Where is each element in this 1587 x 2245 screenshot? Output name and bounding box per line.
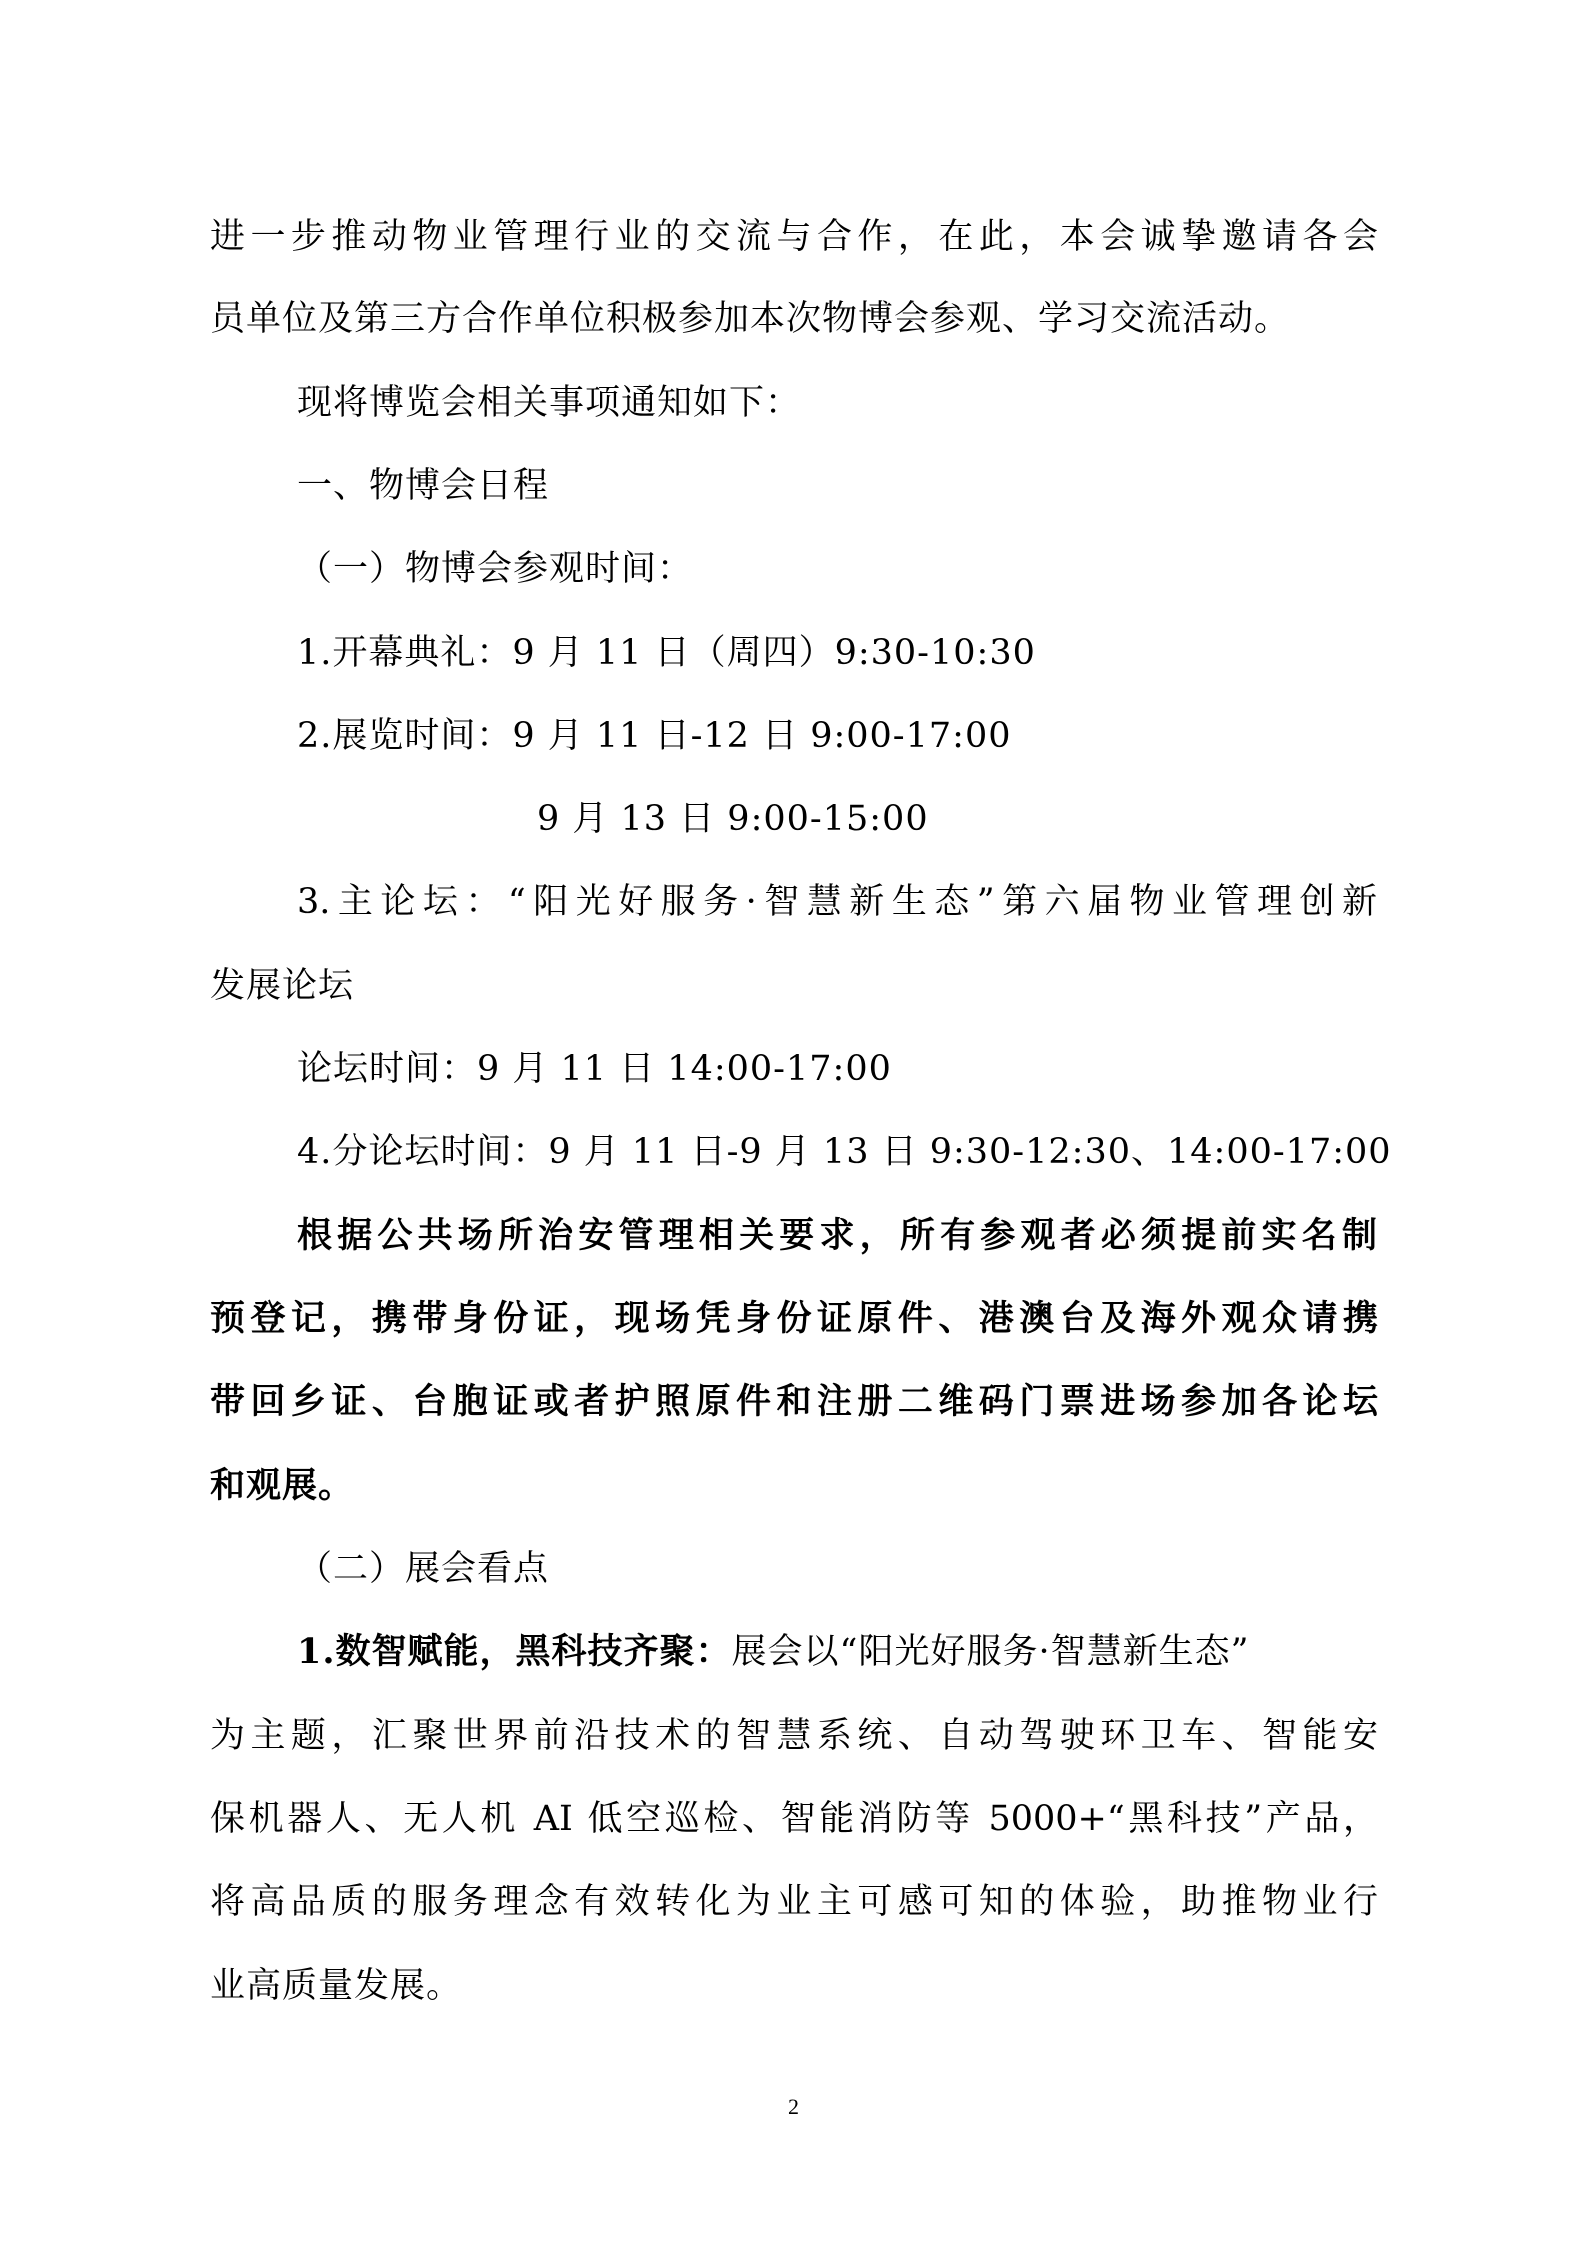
paragraph-line-bold: 预登记，携带身份证，现场凭身份证原件、港澳台及海外观众请携 bbox=[210, 1298, 1378, 1339]
paragraph-line-bold: 根据公共场所治安管理相关要求，所有参观者必须提前实名制 bbox=[297, 1215, 1377, 1256]
schedule-item: 1.开幕典礼：9 月 11 日（周四）9:30-10:30 bbox=[297, 633, 1036, 673]
paragraph-line: 员单位及第三方合作单位积极参加本次物博会参观、学习交流活动。 bbox=[210, 299, 1291, 339]
schedule-item: 2.展览时间：9 月 11 日-12 日 9:00-17:00 bbox=[297, 716, 1012, 756]
paragraph-line: 保机器人、无人机 AI 低空巡检、智能消防等 5000+“黑科技”产品， bbox=[210, 1799, 1378, 1839]
schedule-item: 4.分论坛时间：9 月 11 日-9 月 13 日 9:30-12:30、14:00-17:00 bbox=[297, 1132, 1392, 1172]
schedule-item: 论坛时间：9 月 11 日 14:00-17:00 bbox=[297, 1049, 892, 1089]
subsection-heading: （一）物博会参观时间： bbox=[297, 549, 694, 589]
highlight-text: 展会以“阳光好服务·智慧新生态” bbox=[731, 1632, 1250, 1672]
paragraph-line: 进一步推动物业管理行业的交流与合作，在此，本会诚挚邀请各会 bbox=[210, 217, 1378, 257]
page-number: 2 bbox=[788, 2094, 799, 2119]
schedule-item: 3.主论坛：“阳光好服务·智慧新生态”第六届物业管理创新 bbox=[297, 882, 1377, 922]
paragraph-line: 将高品质的服务理念有效转化为业主可感可知的体验，助推物业行 bbox=[210, 1882, 1378, 1922]
schedule-item-continued: 发展论坛 bbox=[210, 966, 355, 1006]
section-heading: 一、物博会日程 bbox=[297, 466, 550, 506]
highlight-title: 1.数智赋能，黑科技齐聚： bbox=[297, 1631, 732, 1672]
subsection-heading: （二）展会看点 bbox=[297, 1549, 550, 1589]
paragraph-line: 现将博览会相关事项通知如下： bbox=[297, 383, 802, 423]
paragraph-line-bold: 和观展。 bbox=[210, 1465, 355, 1506]
paragraph-line: 业高质量发展。 bbox=[210, 1966, 463, 2006]
schedule-item-continued: 9 月 13 日 9:00-15:00 bbox=[537, 799, 929, 839]
highlight-line bbox=[297, 1630, 1249, 1674]
paragraph-line: 为主题，汇聚世界前沿技术的智慧系统、自动驾驶环卫车、智能安 bbox=[210, 1716, 1378, 1756]
paragraph-line-bold: 带回乡证、台胞证或者护照原件和注册二维码门票进场参加各论坛 bbox=[210, 1381, 1378, 1422]
